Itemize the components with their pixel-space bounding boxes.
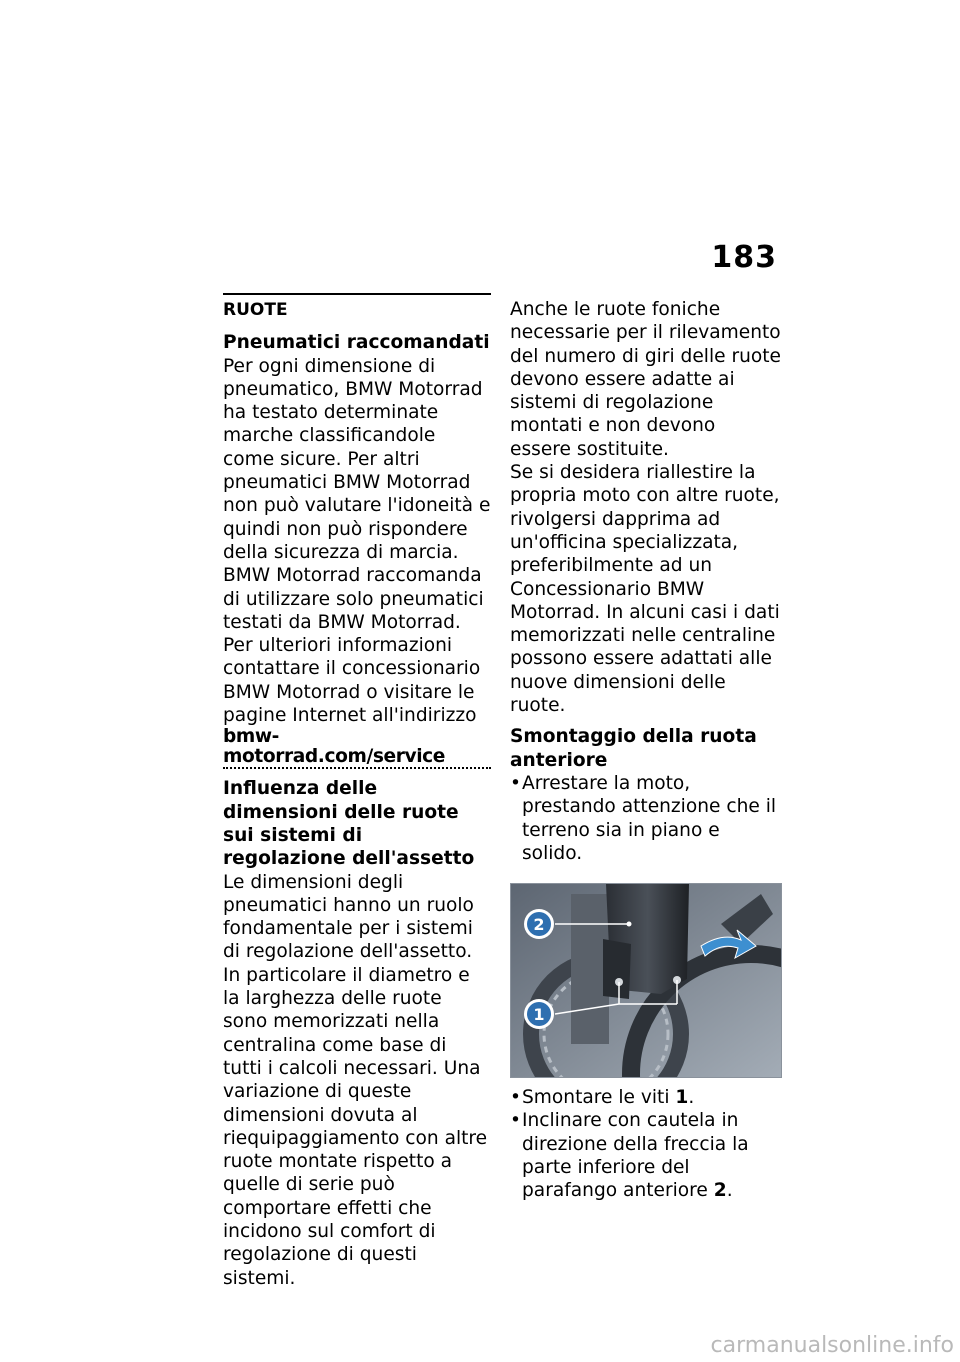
- watermark: carmanualsonline.info: [710, 1333, 954, 1358]
- subheading-front-wheel-removal: Smontaggio della ruota anteriore: [510, 726, 757, 771]
- service-link[interactable]: bmw-motorrad.com/service: [223, 727, 491, 769]
- callout-label: 2: [533, 915, 545, 935]
- subheading-recommended-tyres: Pneumatici raccomandati: [223, 332, 490, 354]
- front-wheel-figure: [510, 883, 782, 1078]
- list-item: [510, 1109, 782, 1202]
- reference-number: 2: [713, 1180, 727, 1202]
- list-item: [510, 1086, 782, 1109]
- paragraph: Per ogni dimensione di pneumatico, BMW Motorrad ha testato determinate marche classificandole come sicure. Per altri pneumatici BMW Motorrad non può valutare l'idoneità e quindi non può rispondere della sicurezza di marcia.: [223, 355, 491, 563]
- paragraph: Se si desidera riallestire la propria moto con altre ruote, rivolgersi dapprima ad un'officina specializzata, preferibilmente ad un Concessionario BMW Motorrad. In alcuni casi i dati memorizzati nelle centraline possono essere adattati alle nuove dimensioni delle ruote.: [510, 462, 780, 717]
- front-wheel-illustration: [511, 884, 781, 1077]
- callout-label: 1: [533, 1005, 545, 1025]
- list-item: • Arrestare la moto, prestando attenzione che il terreno sia in piano e solido.: [510, 772, 782, 865]
- subheading-wheel-size-influence: Influenza delle dimensioni delle ruote sui sistemi di regolazione dell'assetto: [223, 778, 475, 870]
- step-text: Smontare le viti: [522, 1087, 676, 1109]
- paragraph: BMW Motorrad raccomanda di utilizzare solo pneumatici testati da BMW Motorrad.: [223, 565, 484, 633]
- step-text: Inclinare con cautela in direzione della freccia la parte inferiore del parafango anteriore: [522, 1110, 749, 1202]
- step-text-end: .: [688, 1087, 695, 1109]
- reference-number: 1: [675, 1087, 689, 1109]
- left-column: [223, 293, 491, 1290]
- section-title: RUOTE: [223, 293, 491, 322]
- right-column: [510, 298, 782, 1203]
- paragraph: Anche le ruote foniche necessarie per il rilevamento del numero di giri delle ruote devono essere adatte ai sistemi di regolazione montati e non devono essere sostituite.: [510, 299, 781, 460]
- step-text-end: .: [726, 1180, 733, 1202]
- step-list: [510, 1086, 782, 1202]
- page-number: 183: [711, 240, 777, 275]
- paragraph: Le dimensioni degli pneumatici hanno un ruolo fondamentale per i sistemi di regolazione dell'assetto. In particolare il diametro e la larghezza delle ruote sono memorizzati nella centralina come base di tutti i calcoli necessari. Una variazione di queste dimensioni dovuta al riequipaggiamento con altre ruote montate rispetto a quelle di serie può comportare effetti che incidono sul comfort di regolazione di questi sistemi.: [223, 871, 488, 1289]
- paragraph: Per ulteriori informazioni contattare il concessionario BMW Motorrad o visitare le pagine Internet all'indirizzo: [223, 635, 481, 727]
- step-list: [510, 772, 782, 865]
